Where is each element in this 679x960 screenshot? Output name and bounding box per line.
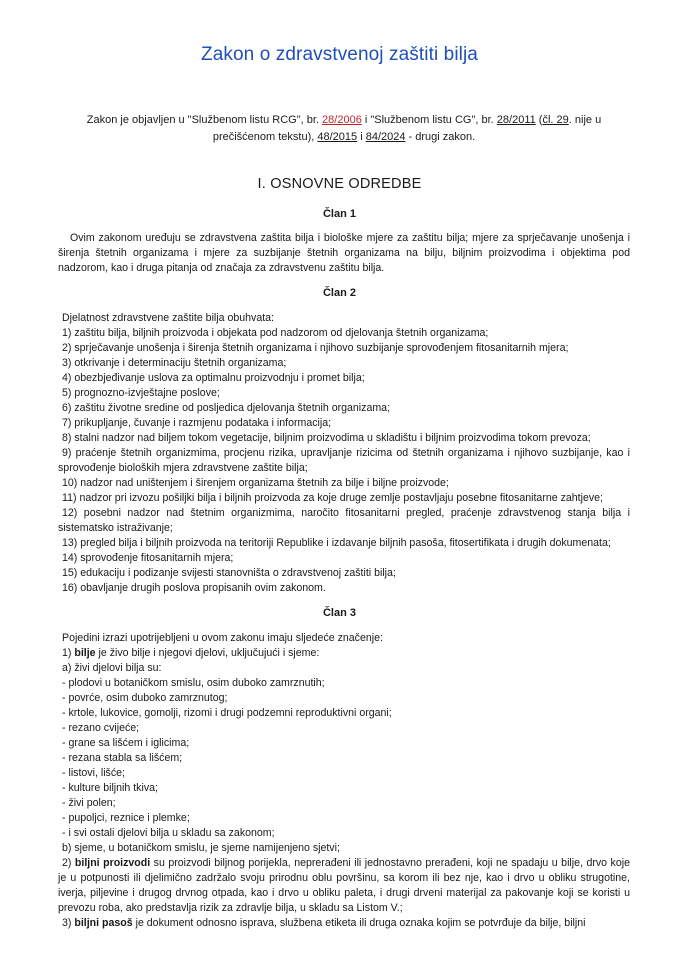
gazette-link-28-2006[interactable]: 28/2006 [322, 114, 362, 126]
list-item: 13) pregled bilja i biljnih proizvoda na teritoriji Republike i izdavanje biljnih pasoša, fitosertifikata i drugih dokumenata; [62, 537, 611, 549]
article-3-heading: Član 3 [322, 607, 356, 619]
list-item: 9) praćenje štetnih organizmima, procjenu rizika, upravljanje rizicima od štetnih organizama i njihovo suzbijanje, kao i sprovođenje bioloških mjera zdravstvene zaštite bilja; [58, 447, 630, 474]
article-1-text [58, 231, 630, 276]
sub-item-b: b) sjeme, u botaničkom smislu, je sjeme namijenjeno sjetvi; [62, 842, 340, 854]
gazette-link-48-2015[interactable]: 48/2015 [317, 131, 358, 143]
article-2-intro: Djelatnost zdravstvene zaštite bilja obuhvata: [62, 312, 274, 324]
pub-text: Zakon je objavljen u "Službenom listu RCG", br. [86, 114, 323, 126]
list-item: - i svi ostali djelovi bilja u skladu sa zakonom; [62, 827, 275, 839]
list-item: 6) zaštitu životne sredine od posljedica djelovanja štetnih organizama; [62, 402, 391, 414]
list-item: 2) sprječavanje unošenja i širenja štetnih organizama i njihovo suzbijanje sprovođenjem fitosanitarnih mjera; [62, 342, 569, 354]
def-number: 1) [62, 647, 75, 659]
list-item: 10) nadzor nad uništenjem i širenjem organizama štetnih za bilje i biljne proizvode; [62, 477, 449, 489]
def-term: bilje [74, 647, 96, 659]
list-item: 16) obavljanje drugih poslova propisanih ovim zakonom. [62, 582, 326, 594]
list-item: 7) prikupljanje, čuvanje i razmjenu podataka i informacija; [62, 417, 332, 429]
article-3-intro: Pojedini izrazi upotrijebljeni u ovom zakonu imaju sljedeće značenje: [62, 632, 383, 644]
list-item: - rezana stabla sa lišćem; [62, 752, 183, 764]
list-item: 8) stalni nadzor nad biljem tokom vegetacije, biljnim proizvodima u skladištu i biljnim proizvodima tokom prevoza; [62, 432, 591, 444]
pub-text: ( [535, 114, 543, 126]
def-text: su proizvodi biljnog porijekla, neprerađeni ili jednostavno prerađeni, koji ne spadaju u bilje, drvo koje je u potpunosti ili djelimično zadržalo svoju prirodnu oblu površinu, sa korom ili bez nje, kao i drvo u obliku strugotine, iverja, piljevine i drugog drvnog otpada, kao i drvo u obliku paleta, i drugi drveni materijal za pakovanje koji se koristi u prevozu roba, ako predstavlja rizik za zdravlje bilja, u skladu sa Listom V.; [58, 857, 630, 914]
list-item: 4) obezbjeđivanje uslova za optimalnu proizvodnju i promet bilja; [62, 372, 365, 384]
list-item: - plodovi u botaničkom smislu, osim duboko zamrznutih; [62, 677, 325, 689]
def-term: biljni pasoš [74, 917, 133, 929]
list-item: - pupoljci, reznice i plemke; [62, 812, 190, 824]
article-2-heading: Član 2 [322, 287, 356, 299]
definition-1 [62, 646, 628, 661]
pub-text: i "Službenom listu CG", br. [361, 114, 497, 126]
definition-3 [58, 916, 630, 931]
list-item: - povrće, osim duboko zamrznutog; [62, 692, 228, 704]
def-number: 2) [62, 857, 75, 869]
def-text: je živo bilje i njegovi djelovi, uključujući i sjeme: [95, 647, 320, 659]
article-1-heading: Član 1 [322, 208, 356, 220]
pub-text: i [357, 131, 366, 143]
list-item: 3) otkrivanje i determinaciju štetnih organizama; [62, 357, 287, 369]
list-item: - kulture biljnih tkiva; [62, 782, 158, 794]
article-1-body: Ovim zakonom uređuju se zdravstvena zaštita bilja i biološke mjere za zaštitu bilja; mjere za sprječavanje unošenja i širenja štetnih organizama i mjere za suzbijanje štetnih organizama na bilju, biljnim proizvodima i objektima pod nadzorom, kao i druga pitanja od značaja za zdravstvenu zaštitu bilja. [58, 232, 630, 274]
document-title: Zakon o zdravstvenoj zaštiti bilja [201, 44, 478, 65]
list-item: 1) zaštitu bilja, biljnih proizvoda i objekata pod nadzorom od djelovanja štetnih organizama; [62, 327, 489, 339]
list-item: 5) prognozno-izvještajne poslove; [62, 387, 220, 399]
list-item: - grane sa lišćem i iglicima; [62, 737, 190, 749]
publication-note [84, 112, 604, 146]
list-item: - rezano cvijeće; [62, 722, 140, 734]
list-item: 11) nadzor pri izvozu pošiljki bilja i biljnih proizvoda za koje druge zemlje postavljaju posebne fitosanitarne zahtjeve; [62, 492, 603, 504]
list-item: - listovi, lišće; [62, 767, 125, 779]
list-item: 14) sprovođenje fitosanitarnih mjera; [62, 552, 234, 564]
list-item: 12) posebni nadzor nad štetnim organizmima, naročito fitosanitarni pregled, praćenje zdravstvenog stanja bilja i sistematsko istraživanje; [58, 507, 630, 534]
list-item: - živi polen; [62, 797, 116, 809]
sub-item-a: a) živi djelovi bilja su: [62, 662, 162, 674]
article-link-cl-29[interactable]: čl. 29 [542, 114, 569, 126]
pub-text: . nije u prečišćenom tekstu), [212, 114, 602, 143]
section-heading: I. OSNOVNE ODREDBE [257, 176, 422, 192]
definition-2 [58, 856, 630, 916]
gazette-link-28-2011[interactable]: 28/2011 [496, 114, 536, 126]
list-item: 15) edukaciju i podizanje svijesti stanovništa o zdravstvenoj zaštiti bilja; [62, 567, 396, 579]
def-text: je dokument odnosno isprava, službena etiketa ili druga oznaka kojim se potvrđuje da bilje, biljni [132, 917, 586, 929]
list-item: - krtole, lukovice, gomolji, rizomi i drugi podzemni reproduktivni organi; [62, 707, 392, 719]
def-number: 3) [62, 917, 75, 929]
pub-text: - drugi zakon. [405, 131, 476, 143]
gazette-link-84-2024[interactable]: 84/2024 [365, 131, 406, 143]
def-term: biljni proizvodi [74, 857, 151, 869]
